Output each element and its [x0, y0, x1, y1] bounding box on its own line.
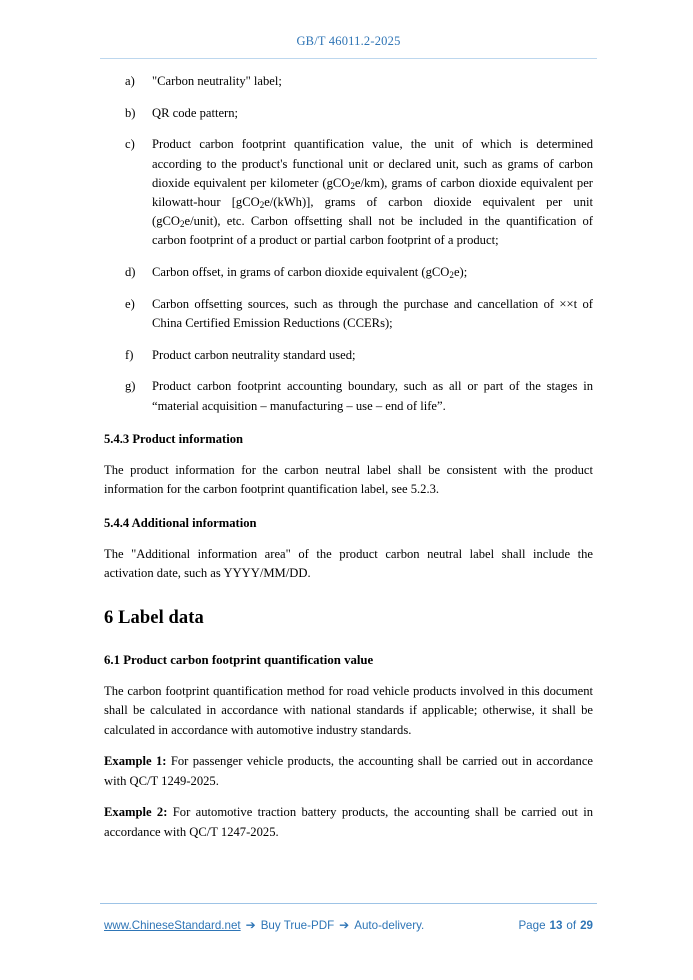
list-marker: c) — [125, 137, 135, 152]
example-2 — [104, 803, 593, 842]
example-1-text: For passenger vehicle products, the accounting shall be carried out in accordance with QC/T 1249-2025. — [104, 754, 593, 788]
list-item — [104, 346, 593, 365]
list-item — [104, 72, 593, 91]
site-url-link[interactable]: www.ChineseStandard.net — [104, 919, 241, 932]
list-item-text: Carbon offset, in grams of carbon dioxide equivalent (gCO$_2$e); — [152, 265, 468, 281]
paragraph-5-4-4: The "Additional information area" of the product carbon neutral label shall include the activation date, such as YYYY/MM/DD. — [104, 547, 593, 581]
current-page-number: 13 — [549, 918, 563, 932]
example-2-label: Example 2: — [104, 805, 168, 820]
arrow-right-icon: ➔ — [245, 918, 256, 932]
standard-number: GB/T 46011.2-2025 — [296, 34, 401, 48]
list-item — [104, 104, 593, 123]
heading-6: 6 Label data — [104, 607, 204, 628]
paragraph-6-1: The carbon footprint quantification method for road vehicle products involved in this document shall be calculated in accordance with national standards if applicable; otherwise, it shall be calculated in accordance with automotive industry standards. — [104, 684, 593, 737]
arrow-right-icon: ➔ — [339, 918, 350, 932]
list-item — [104, 295, 593, 333]
list-marker: d) — [125, 265, 136, 280]
heading-5-4-4: 5.4.4 Additional information — [104, 515, 257, 530]
footer-divider — [100, 903, 597, 904]
footer-promo — [104, 918, 424, 932]
list-item-text: Product carbon footprint accounting boundary, such as all or part of the stages in “material acquisition – manufacturing – use – end of life”. — [152, 379, 593, 413]
page-indicator — [518, 915, 593, 935]
heading-5-4-3: 5.4.3 Product information — [104, 431, 243, 446]
page-header — [104, 32, 593, 50]
page-label: Page — [518, 918, 546, 932]
example-1 — [104, 752, 593, 791]
heading-6-1: 6.1 Product carbon footprint quantification value — [104, 652, 374, 667]
list-item — [104, 377, 593, 415]
page-content — [104, 72, 593, 842]
total-page-number: 29 — [580, 918, 593, 932]
header-divider — [100, 58, 597, 59]
paragraph-5-4-3: The product information for the carbon neutral label shall be consistent with the product information for the carbon footprint quantification label, see 5.2.3. — [104, 463, 593, 497]
list-item-text: Carbon offsetting sources, such as through the purchase and cancellation of ××t of China Certified Emission Reductions (CCERs); — [152, 296, 593, 331]
list-item — [104, 263, 593, 282]
page-footer — [104, 915, 593, 935]
list-item-text: "Carbon neutrality" label; — [152, 74, 282, 88]
example-1-label: Example 1: — [104, 754, 167, 769]
list-item — [104, 135, 593, 250]
list-marker: a) — [125, 74, 135, 88]
list-marker: g) — [125, 379, 136, 394]
list-marker: e) — [125, 296, 135, 311]
list-item-text: Product carbon neutrality standard used; — [152, 347, 356, 362]
auto-delivery-label: Auto-delivery. — [354, 919, 425, 932]
buy-true-pdf-label[interactable]: Buy True-PDF — [260, 919, 335, 932]
list-marker: f) — [125, 347, 134, 362]
example-2-text: For automotive traction battery products, the accounting shall be carried out in accordance with QC/T 1247-2025. — [104, 805, 593, 839]
of-label: of — [566, 918, 577, 932]
list-item-text: Product carbon footprint quantification value, the unit of which is determined according to the product's functional unit or declared unit, such as grams of carbon dioxide equivalent per kilometer (gCO$_2$e/km), grams of carbon dioxide equivalent per kilowatt-hour [gCO$_2$e/(kWh)], grams of carbon dioxide equivalent per unit (gCO$_2$e/unit), etc. Carbon offsetting shall not be included in the quantification of carbon footprint of a product or partial carbon footprint of a product; — [152, 137, 593, 248]
list-marker: b) — [125, 105, 136, 120]
list-item-text: QR code pattern; — [152, 105, 239, 120]
lettered-list — [104, 72, 593, 416]
